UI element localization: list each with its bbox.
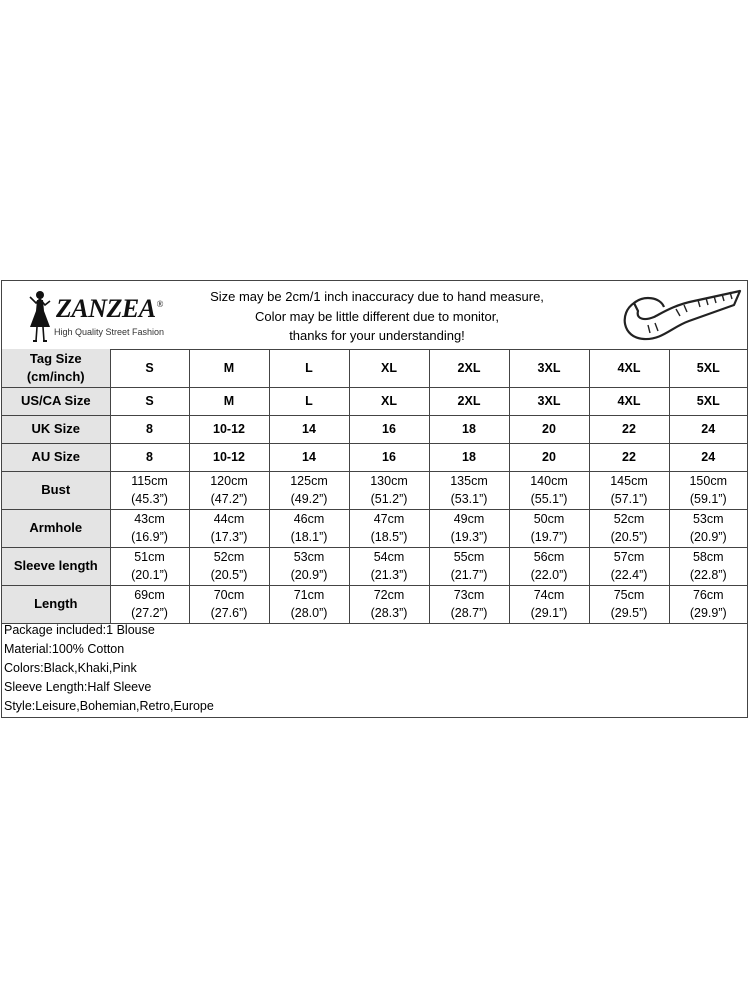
cell-text: M xyxy=(223,394,235,408)
cell-text: AU Size xyxy=(31,449,80,464)
cell-text: 53cm xyxy=(293,550,325,564)
cell-text: (17.3”) xyxy=(210,530,248,544)
cell-text: (27.6”) xyxy=(210,606,248,620)
table-cell xyxy=(269,443,349,471)
cell-text: 57cm xyxy=(613,550,645,564)
cell-text: 3XL xyxy=(537,360,561,375)
table-cell xyxy=(589,471,669,509)
cell-text: US/CA Size xyxy=(20,393,91,408)
row-label xyxy=(2,471,110,509)
table-cell xyxy=(589,443,669,471)
table-cell xyxy=(669,387,747,415)
table-cell xyxy=(589,415,669,443)
cell-text: Sleeve length xyxy=(13,558,98,573)
size-header-cell xyxy=(589,349,669,387)
cell-text: XL xyxy=(381,360,397,375)
cell-text: (21.3”) xyxy=(370,568,408,582)
cell-text: (cm/inch) xyxy=(26,368,85,384)
table-row xyxy=(2,547,747,585)
table-cell xyxy=(509,585,589,623)
cell-text: 52cm xyxy=(213,550,245,564)
size-header-cell xyxy=(269,349,349,387)
cell-text: (20.9”) xyxy=(290,568,328,582)
table-cell xyxy=(110,415,189,443)
cell-text: (20.1”) xyxy=(131,568,168,582)
cell-text: 120cm xyxy=(210,474,248,488)
measuring-tape-icon xyxy=(614,283,744,347)
cell-text: 55cm xyxy=(453,550,485,564)
cell-text: 115cm xyxy=(131,474,168,488)
info-line-material: Material:100% Cotton xyxy=(4,642,125,656)
note-line: Size may be 2cm/1 inch inaccuracy due to hand measure, xyxy=(210,289,544,304)
cell-text: L xyxy=(305,394,313,408)
cell-text: Tag Size xyxy=(29,350,82,366)
row-label xyxy=(2,443,110,471)
table-cell xyxy=(589,387,669,415)
cell-text: 20 xyxy=(542,422,556,436)
table-cell xyxy=(189,387,269,415)
cell-text: (22.0”) xyxy=(530,568,568,582)
table-cell xyxy=(349,585,429,623)
size-chart-header xyxy=(2,281,747,350)
table-cell xyxy=(349,509,429,547)
cell-text: (28.7”) xyxy=(450,606,488,620)
table-cell xyxy=(189,471,269,509)
cell-text: (18.5”) xyxy=(370,530,408,544)
cell-text: 49cm xyxy=(453,512,485,526)
table-cell xyxy=(509,471,589,509)
cell-text: 76cm xyxy=(692,588,724,602)
table-cell xyxy=(669,415,747,443)
cell-text: 24 xyxy=(701,450,716,464)
cell-text: (59.1”) xyxy=(689,492,727,506)
cell-text: Length xyxy=(34,596,78,611)
table-cell xyxy=(349,471,429,509)
cell-text: 16 xyxy=(382,422,396,436)
cell-text: M xyxy=(223,360,235,375)
table-cell xyxy=(429,509,509,547)
row-label xyxy=(2,585,110,623)
table-cell xyxy=(349,387,429,415)
table-cell xyxy=(669,471,747,509)
size-header-cell xyxy=(349,349,429,387)
table-cell xyxy=(269,547,349,585)
cell-text: (22.8”) xyxy=(689,568,727,582)
table-row xyxy=(2,585,747,623)
table-cell xyxy=(429,585,509,623)
cell-text: (53.1”) xyxy=(450,492,488,506)
cell-text: (19.7”) xyxy=(530,530,568,544)
table-cell xyxy=(189,585,269,623)
cell-text: 74cm xyxy=(533,588,565,602)
cell-text: 52cm xyxy=(613,512,645,526)
table-cell xyxy=(429,547,509,585)
info-line-colors: Colors:Black,Khaki,Pink xyxy=(4,661,137,675)
cell-text: 53cm xyxy=(692,512,724,526)
brand-name: ZANZEA® xyxy=(56,294,163,323)
cell-text: 2XL xyxy=(457,394,481,408)
cell-text: 22 xyxy=(622,450,636,464)
cell-text: (49.2”) xyxy=(290,492,328,506)
cell-text: 69cm xyxy=(134,588,165,602)
cell-text: 70cm xyxy=(213,588,245,602)
cell-text: 54cm xyxy=(373,550,405,564)
row-label xyxy=(2,547,110,585)
table-row xyxy=(2,415,747,443)
cell-text: 10-12 xyxy=(213,422,245,436)
table-cell xyxy=(509,443,589,471)
cell-text: (29.9”) xyxy=(689,606,727,620)
table-cell xyxy=(589,585,669,623)
table-cell xyxy=(509,509,589,547)
cell-text: (20.9”) xyxy=(689,530,727,544)
cell-text: 3XL xyxy=(537,394,561,408)
table-cell xyxy=(110,547,189,585)
table-cell xyxy=(269,585,349,623)
table-cell xyxy=(189,509,269,547)
cell-text: (20.5”) xyxy=(210,568,248,582)
note-line: thanks for your understanding! xyxy=(289,328,465,343)
cell-text: (28.0”) xyxy=(290,606,328,620)
cell-text: (18.1”) xyxy=(290,530,328,544)
note-line: Color may be little different due to monitor, xyxy=(255,308,499,324)
table-cell xyxy=(509,387,589,415)
table-cell xyxy=(669,509,747,547)
cell-text: 130cm xyxy=(370,474,408,488)
size-header-cell xyxy=(429,349,509,387)
table-row xyxy=(2,443,747,471)
table-cell xyxy=(110,443,189,471)
cell-text: 14 xyxy=(302,450,316,464)
size-chart xyxy=(1,280,748,718)
cell-text: 140cm xyxy=(530,474,568,488)
row-label xyxy=(2,415,110,443)
table-cell xyxy=(110,471,189,509)
size-header-cell xyxy=(509,349,589,387)
cell-text: 56cm xyxy=(533,550,565,564)
cell-text: 22 xyxy=(622,422,636,436)
cell-text: UK Size xyxy=(31,421,80,436)
table-cell xyxy=(429,471,509,509)
cell-text: (27.2”) xyxy=(131,606,168,620)
cell-text: 8 xyxy=(146,422,153,436)
brand-tagline: High Quality Street Fashion xyxy=(54,327,165,337)
table-cell xyxy=(589,547,669,585)
table-cell xyxy=(269,471,349,509)
table-cell xyxy=(189,415,269,443)
cell-text: 16 xyxy=(382,450,396,464)
cell-text: (28.3”) xyxy=(370,606,408,620)
cell-text: 58cm xyxy=(692,550,724,564)
table-cell xyxy=(429,443,509,471)
cell-text: 18 xyxy=(462,422,476,436)
table-cell xyxy=(110,585,189,623)
cell-text: 4XL xyxy=(617,394,641,408)
cell-text: 5XL xyxy=(696,394,720,408)
cell-text: (21.7”) xyxy=(450,568,488,582)
row-label xyxy=(2,387,110,415)
cell-text: 5XL xyxy=(696,360,720,375)
cell-text: 43cm xyxy=(134,512,165,526)
cell-text: 18 xyxy=(462,450,476,464)
cell-text: 47cm xyxy=(373,512,405,526)
cell-text: Bust xyxy=(41,482,71,497)
cell-text: S xyxy=(145,360,154,375)
cell-text: (19.3”) xyxy=(450,530,488,544)
table-cell xyxy=(349,547,429,585)
cell-text: 71cm xyxy=(293,588,325,602)
cell-text: XL xyxy=(381,394,397,408)
table-row xyxy=(2,349,747,387)
cell-text: (51.2”) xyxy=(370,492,408,506)
size-header-cell xyxy=(110,349,189,387)
table-cell xyxy=(189,443,269,471)
cell-text: 14 xyxy=(302,422,316,436)
cell-text: (55.1”) xyxy=(530,492,568,506)
cell-text: L xyxy=(305,360,313,375)
table-cell xyxy=(269,415,349,443)
cell-text: 50cm xyxy=(533,512,565,526)
table-cell xyxy=(669,547,747,585)
product-info xyxy=(4,621,214,716)
cell-text: S xyxy=(145,394,154,408)
table-row xyxy=(2,387,747,415)
cell-text: Armhole xyxy=(29,520,83,535)
table-cell xyxy=(189,547,269,585)
cell-text: (57.1”) xyxy=(610,492,648,506)
info-line-package: Package included:1 Blouse xyxy=(4,623,155,637)
cell-text: (47.2”) xyxy=(210,492,248,506)
cell-text: 150cm xyxy=(689,474,728,488)
cell-text: 20 xyxy=(542,450,556,464)
cell-text: 2XL xyxy=(457,360,481,375)
cell-text: (20.5”) xyxy=(610,530,648,544)
table-cell xyxy=(429,387,509,415)
brand-logo xyxy=(26,289,186,345)
size-table xyxy=(2,349,747,624)
table-cell xyxy=(269,509,349,547)
cell-text: 125cm xyxy=(290,474,328,488)
cell-text: 4XL xyxy=(617,360,641,375)
cell-text: (22.4”) xyxy=(610,568,648,582)
cell-text: 75cm xyxy=(613,588,645,602)
table-cell xyxy=(589,509,669,547)
measurement-note xyxy=(192,287,562,346)
table-cell xyxy=(509,415,589,443)
table-cell xyxy=(349,443,429,471)
table-cell xyxy=(110,509,189,547)
cell-text: (45.3”) xyxy=(131,492,168,506)
table-cell xyxy=(110,387,189,415)
cell-text: 145cm xyxy=(610,474,648,488)
table-cell xyxy=(509,547,589,585)
fashion-lady-icon xyxy=(26,289,54,345)
cell-text: 8 xyxy=(146,450,153,464)
cell-text: 44cm xyxy=(213,512,245,526)
size-header-cell xyxy=(669,349,747,387)
table-cell xyxy=(669,443,747,471)
cell-text: 46cm xyxy=(293,512,325,526)
cell-text: 72cm xyxy=(373,588,405,602)
table-cell xyxy=(269,387,349,415)
info-line-sleeve-length: Sleeve Length:Half Sleeve xyxy=(4,680,152,694)
cell-text: (16.9”) xyxy=(131,530,168,544)
row-label-tag-size xyxy=(2,349,110,387)
cell-text: 73cm xyxy=(453,588,485,602)
cell-text: 24 xyxy=(701,422,716,436)
table-row xyxy=(2,471,747,509)
cell-text: 51cm xyxy=(134,550,165,564)
cell-text: (29.1”) xyxy=(530,606,568,620)
table-cell xyxy=(349,415,429,443)
cell-text: 135cm xyxy=(450,474,488,488)
table-cell xyxy=(669,585,747,623)
row-label xyxy=(2,509,110,547)
size-header-cell xyxy=(189,349,269,387)
info-line-style: Style:Leisure,Bohemian,Retro,Europe xyxy=(4,699,214,713)
cell-text: (29.5”) xyxy=(610,606,648,620)
table-cell xyxy=(429,415,509,443)
table-row xyxy=(2,509,747,547)
cell-text: 10-12 xyxy=(213,450,245,464)
